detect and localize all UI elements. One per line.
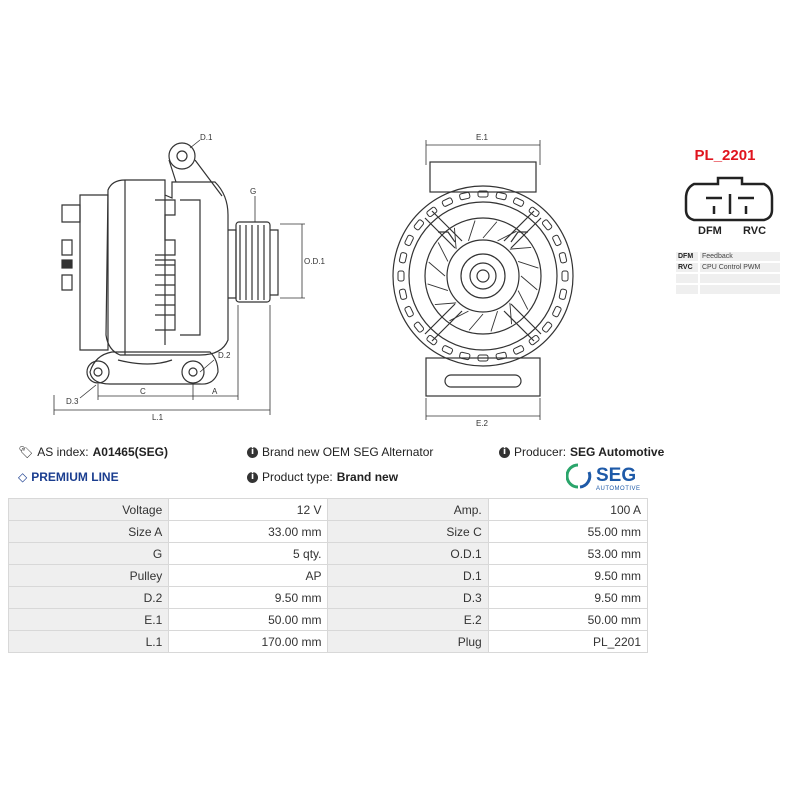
premium-line-text: PREMIUM LINE — [31, 470, 119, 484]
ring-slot — [513, 345, 525, 355]
spec-value: AP — [169, 565, 328, 587]
ring-slot — [496, 352, 507, 360]
pin-legend-row — [676, 273, 780, 284]
plug-code: PL_2201 — [694, 147, 756, 164]
spec-value: 9.50 mm — [488, 587, 647, 609]
label-e2: E.2 — [476, 419, 489, 428]
ring-slot — [496, 192, 507, 200]
ring-slot — [459, 352, 470, 360]
fan-blade — [518, 261, 538, 268]
spec-value: 12 V — [169, 499, 328, 521]
ring-slot — [399, 252, 407, 263]
producer — [499, 445, 664, 459]
ring-slot — [552, 306, 562, 318]
label-e1: E.1 — [476, 133, 489, 142]
pin-desc — [699, 273, 780, 284]
ring-slot — [513, 197, 525, 207]
ring-slot — [404, 235, 414, 247]
ring-slot — [542, 321, 553, 333]
ring-slot — [562, 271, 568, 281]
fan-blade — [454, 228, 456, 249]
label-c: C — [140, 387, 146, 396]
pin-code — [676, 273, 699, 284]
spec-value: 170.00 mm — [169, 631, 328, 653]
pin-legend-row — [676, 252, 780, 262]
table-row — [9, 543, 648, 565]
spec-label: E.1 — [9, 609, 169, 631]
tag-icon: 🏷︎ — [18, 445, 34, 459]
producer-label: Producer: — [514, 445, 567, 459]
fan-blade — [435, 303, 456, 305]
ring-slot — [542, 219, 553, 231]
spec-value: 100 A — [488, 499, 647, 521]
fan-blade — [510, 247, 531, 249]
pin-label-dfm: DFM — [698, 225, 722, 237]
info-icon: i — [247, 447, 258, 458]
table-row — [9, 587, 648, 609]
table-row — [9, 609, 648, 631]
pin-desc: CPU Control PWM — [699, 262, 780, 273]
spec-value: 50.00 mm — [488, 609, 647, 631]
spec-label: E.2 — [328, 609, 488, 631]
brand-info — [247, 445, 433, 459]
label-d2: D.2 — [218, 351, 231, 360]
ring-slot — [442, 197, 454, 207]
ring-slot — [413, 219, 424, 231]
pin-desc — [699, 284, 780, 295]
spec-label: D.2 — [9, 587, 169, 609]
ring-slot — [459, 192, 470, 200]
fan-blade — [428, 284, 448, 291]
spec-value: 9.50 mm — [169, 587, 328, 609]
brand-text: Brand new OEM SEG Alternator — [262, 445, 434, 459]
ring-slot — [442, 345, 454, 355]
spec-value: 50.00 mm — [169, 609, 328, 631]
pin-label-rvc: RVC — [743, 225, 767, 237]
premium-line — [18, 470, 119, 484]
pin-code: RVC — [676, 262, 699, 273]
diamond-icon: ◇ — [18, 470, 28, 484]
pin-legend-row — [676, 262, 780, 273]
ring-slot — [559, 252, 567, 263]
table-row — [9, 631, 648, 653]
fan-blade — [518, 291, 528, 310]
ring-slot — [399, 289, 407, 300]
spec-label: Voltage — [9, 499, 169, 521]
as-index-label: AS index: — [37, 445, 89, 459]
fan-blade — [468, 221, 475, 241]
spec-label: Amp. — [328, 499, 488, 521]
spec-label: D.3 — [328, 587, 488, 609]
as-index-value: A01465(SEG) — [92, 445, 168, 459]
label-l1: L.1 — [152, 413, 164, 422]
fan-blade — [498, 231, 517, 241]
spec-value: 53.00 mm — [488, 543, 647, 565]
ring-slot — [552, 235, 562, 247]
product-type-value: Brand new — [336, 470, 399, 484]
spec-value: 9.50 mm — [488, 565, 647, 587]
label-d3: D.3 — [66, 397, 79, 406]
pin-legend-row — [676, 284, 780, 295]
fan-blade — [521, 276, 537, 290]
logo-text: SEG — [596, 465, 637, 486]
fan-blade — [483, 222, 497, 238]
table-row — [9, 565, 648, 587]
fan-blade — [491, 311, 498, 331]
side-view — [62, 143, 278, 384]
spec-value: 55.00 mm — [488, 521, 647, 543]
logo-subtext: AUTOMOTIVE — [596, 486, 641, 492]
spec-label: L.1 — [9, 631, 169, 653]
spec-value: 33.00 mm — [169, 521, 328, 543]
label-g: G — [250, 187, 257, 196]
spec-label: Plug — [328, 631, 488, 653]
label-a: A — [212, 387, 218, 396]
pin-code: DFM — [676, 252, 699, 262]
plug-connector-icon — [686, 178, 772, 220]
fan-blade — [469, 314, 483, 330]
spec-value: 5 qty. — [169, 543, 328, 565]
label-od1: O.D.1 — [304, 257, 325, 266]
spec-label: Pulley — [9, 565, 169, 587]
table-row — [9, 499, 648, 521]
fan-blade — [510, 303, 512, 324]
spec-label: G — [9, 543, 169, 565]
info-icon: i — [499, 447, 510, 458]
ring-slot — [559, 289, 567, 300]
spec-label: O.D.1 — [328, 543, 488, 565]
pin-code — [676, 284, 699, 295]
pin-desc: Feedback — [699, 252, 780, 262]
fan-blade — [429, 262, 445, 276]
seg-logo — [566, 462, 650, 492]
producer-value: SEG Automotive — [570, 445, 665, 459]
dimension-lines — [54, 140, 540, 420]
spec-label: Size C — [328, 521, 488, 543]
pin-legend-table — [676, 252, 780, 296]
product-type — [247, 470, 398, 484]
as-index — [18, 445, 168, 459]
product-type-label: Product type: — [262, 470, 333, 484]
ring-slot — [413, 321, 424, 333]
ring-slot — [404, 306, 414, 318]
label-d1: D.1 — [200, 133, 213, 142]
spec-label: D.1 — [328, 565, 488, 587]
ring-slot — [398, 271, 404, 281]
specs-table — [8, 498, 648, 653]
spec-label: Size A — [9, 521, 169, 543]
table-row — [9, 521, 648, 543]
spec-value: PL_2201 — [488, 631, 647, 653]
fan-blade — [438, 242, 448, 261]
info-icon: i — [247, 472, 258, 483]
fan-blade — [449, 311, 468, 321]
